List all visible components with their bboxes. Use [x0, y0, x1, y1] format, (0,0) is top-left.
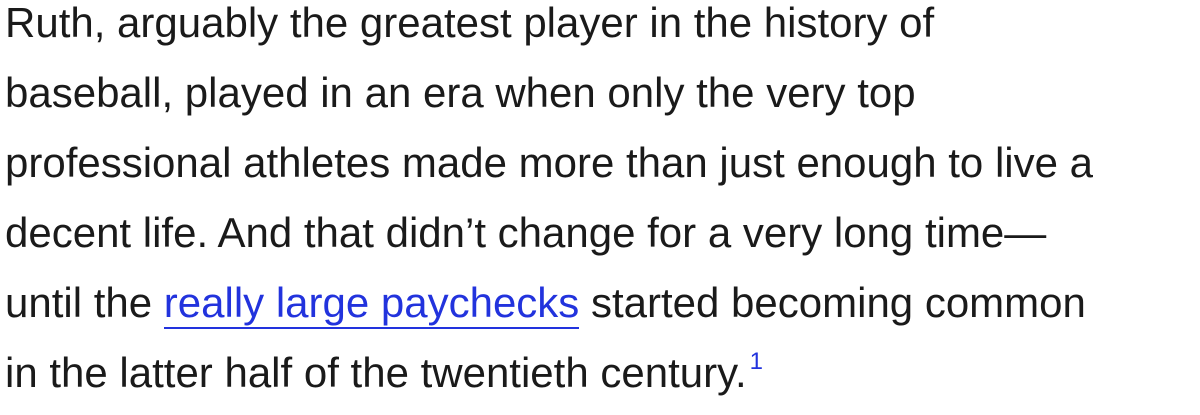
- paragraph-line-4: decent life. And that didn’t change for a very long time—: [5, 209, 1047, 256]
- paragraph-line-5: [5, 268, 1200, 338]
- line-6-text: in the latter half of the twentieth century.: [5, 349, 747, 396]
- line-5-lead-text: until the: [5, 279, 164, 326]
- line-5-trailing-text: started becoming common: [579, 279, 1086, 326]
- paragraph-line-2: baseball, played in an era when only the very top: [5, 69, 916, 116]
- paragraph-line-1: Ruth, arguably the greatest player in the history of: [5, 0, 935, 46]
- paragraph-line-3: professional athletes made more than just enough to live a: [5, 139, 1094, 186]
- paragraph-line-6: [5, 338, 1200, 415]
- really-large-paychecks-link[interactable]: really large paychecks: [164, 279, 580, 329]
- footnote-1-link[interactable]: 1: [749, 348, 764, 375]
